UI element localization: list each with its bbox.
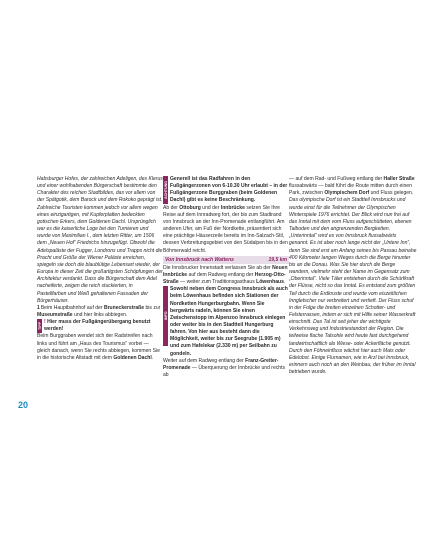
paragraph — [289, 176, 417, 197]
info-box — [163, 286, 289, 358]
text: und hier links abbiegen. — [72, 311, 128, 318]
text: auf dem Radweg entlang der — [187, 271, 255, 278]
place-name: Goldenen Dachl — [113, 354, 152, 361]
street-name: Franz-Greiter-Promenade — [163, 357, 279, 371]
text: — Überquerung der Innbrücke und rechts ab — [163, 364, 286, 379]
tip-text: Hier muss der Fußgängerübergang benutzt werden! — [44, 319, 151, 333]
place-name: Löwenhaus — [256, 279, 284, 286]
paragraph: Habsburger Hofes, der zahlreichen Adeligen, des Klerus und einer wohlhabenden Bürgerschaft bestimmte den Charakter des reichen Stadtbildes, das vor allem von der Spätgotik, dem Barock und dem Rokoko geprägt ist. Zahlreiche Touristen kommen jedoch vor allem wegen eines einzigartigen, mit Kupferplatten bedeckten gotischen Erkers, dem Goldenen Dachl. Ursprünglich war es die kaiserliche Loge bei den Turnieren und wurde von Maximilian I., dem letzten Ritter, um 1506 dem „Neuen Hof“ Friedrichs hinzugefügt. Obwohl die Adelspaläste der Fugger, Londrons und Trapps nicht die Pracht und Größe der Wiener Paläste erreichen, spiegeln sie doch die blaublütige Lebensart wieder, der Europa in dieser Zeit die großartigsten Schöpfungen der Architektur verdankt. Dass die Bürgerschaft dem Adel nacheiferte, zeigen die reich stuckierten, in Pastellfarben und Weiß gehaltenen Fassaden der Bürgerhäuser. — [37, 176, 163, 304]
place-name: Burggraben — [208, 190, 238, 197]
text: flussabwärts — bald führt die Route mitten durch einen Park, zwischen — [289, 183, 412, 197]
route-distance: 19,5 km — [268, 256, 287, 263]
paragraph: Das olympische Dorf ist ein Stadtteil Innsbrucks und wurde einst für die Teilnehmer der Olympischen Winterspiele 1976 errichtet. Der Blick wird nun frei auf das Inntal mit dem vom Fluss aufgeschütteten, ebenen Talboden und den angrenzenden Bergketten. „Unterinntal“ wird es von Innsbruck flussabwärts genannt. Es ist aber noch lange nicht der „Untere Inn“, denn Sie sind erst am Anfang seines bis Passau beinahe 400 Kilometer langen Weges durch die Berge hinunter bis an die Donau. Was Sie hier durch die Berge wandern, vielmehr steht der Name im Gegensatz zum „Oberinntal“. Viele Täler entstehen durch die Schürfkraft der Flüsse, nicht so das Inntal. Es entstand zum größten Teil durch die Erdkruste und wurde vom eiszeitlichen Inngletscher nur verbreitert und vertieft. Der Fluss schuf in der Folge die breiten einzelnen Schotter- und Felsterrassen, indem er sich mit Hilfe seiner Wasserkraft einschnitt. Das Tal ist seit jeher der wichtigste Verkehrsweg und Industriestandort der Region. Die teilweise flache Talsohle wird heute fast durchgehend landwirtschaftlich als Wiese- oder Ackerfläche genutzt. Durch den Föhneinfluss wächst hier auch Mais oder Edelobst. Einige Flurnamen, wie in Arzl bei Innsbruck, erinnern auch noch an den Weinbau, der früher im Inntal betrieben wurde. — [289, 197, 417, 376]
text: — weiter zum Traditionsgasthaus — [178, 279, 257, 286]
text: und der — [200, 204, 221, 211]
text: Die Innsbrucker Innenstadt verlassen Sie ab der — [163, 264, 273, 271]
text: — auf dem Rad- und Fußweg entlang der — [289, 176, 384, 182]
text-column-3 — [289, 176, 417, 376]
text: und Fluss gelegen. — [369, 190, 414, 197]
warning-box — [163, 176, 289, 205]
place-name: Olympischem Dorf — [324, 190, 370, 197]
info-tag: INFO — [163, 286, 168, 346]
text: Beim Hauptbahnhof auf der — [40, 304, 104, 311]
text: setzen Sie Ihre Reise auf dem Innradweg fort, der bis zum Stadtrand von Innsbruck an der Inn-Promenade entlangführt. Am anderen Ufer, am Fuß der Nordkette, präsentiert sich eine prächtige Häuserzeile bereits im Inn-Salzach-Stil, dessen Verbreitungsgebiet von den Südalpen bis in den Böhmerwald reicht. — [163, 204, 288, 254]
page-number: 20 — [18, 400, 29, 410]
paragraph — [163, 265, 289, 286]
text: Beim Burggraben wendet sich der Radstreifen nach links und führt am „Haus des Tourismus“ vorbei — gleich danach, wenn Sie rechts abbiegen, kommen Sie in die historische Altstadt mit dem — [37, 333, 160, 361]
street-name: Bruneckerstraße — [103, 304, 145, 311]
text: Generell ist das Radfahren in den Fußgängerzonen von 6-10.30 Uhr erlaubt – in der Fußgängerzone — [170, 176, 288, 197]
paragraph — [163, 205, 289, 255]
text: bis zur — [144, 304, 161, 311]
step-number: 1 — [37, 304, 40, 311]
text: (beim Goldenen Dachl) gibt es keine Beschränkung. — [170, 190, 278, 204]
place-name: Neuen Innbrücke — [163, 264, 288, 278]
route-subheading — [163, 256, 289, 264]
route-step — [37, 305, 163, 319]
text: . — [283, 279, 286, 286]
street-name: Herzog-Otto-Straße — [163, 271, 286, 286]
street-name: Museumstraße — [37, 311, 73, 318]
route-title: Von Innsbruck nach Wattens — [165, 256, 234, 263]
paragraph — [163, 358, 289, 379]
paragraph — [37, 333, 163, 362]
street-name: Haller Straße — [383, 176, 415, 182]
text: Ab der — [163, 204, 180, 211]
warning-icon: ! — [44, 319, 46, 326]
text: . — [151, 354, 154, 361]
text-column-2 — [163, 176, 289, 379]
tip-box — [37, 319, 163, 333]
place-name: Innbrücke — [220, 204, 245, 211]
text: Weiter auf dem Radweg entlang der — [163, 357, 246, 364]
place-name: Ottoburg — [179, 204, 201, 211]
text-column-1 — [37, 176, 163, 362]
info-text: Sowohl neben dem Congress Innsbruck als auch beim Löwenhaus befinden sich Stationen der Nordketten Hungerburgbahn. Wenn Sie bergwärts radeln, können Sie einen Zwischenstopp im Alpenzoo Innsbruck einlegen oder weiter bis in den Stadtteil Hungerburg fahren. Von hier aus besteht dann die Möglichkeit, weiter bis zur Seegrube (1.905 m) und zum Hafelekar (2.330 m) per Seilbahn zu gondeln. — [170, 286, 288, 357]
warning-tag: ACHTUNG — [163, 176, 168, 204]
tip-tag: TIPP — [37, 319, 42, 333]
